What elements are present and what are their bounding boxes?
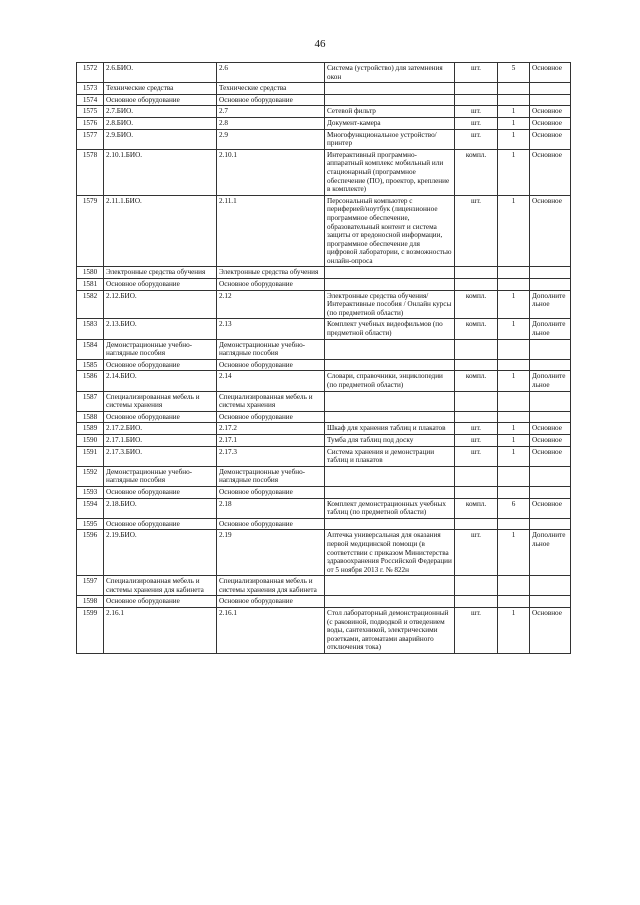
item-name-cell: Тумба для таблиц под доску bbox=[325, 434, 455, 446]
item-code-short-cell: 2.9 bbox=[217, 129, 325, 149]
item-code-cell: Основное оборудование bbox=[104, 486, 217, 498]
equipment-type-cell bbox=[530, 339, 571, 359]
equipment-type-cell: Основное bbox=[530, 498, 571, 518]
row-number-cell: 1591 bbox=[77, 446, 104, 466]
item-name-cell bbox=[325, 279, 455, 291]
item-code-short-cell: Специализированная мебель и системы хранения bbox=[217, 391, 325, 411]
item-code-cell: 2.17.3.БИО. bbox=[104, 446, 217, 466]
equipment-type-cell: Дополнительное bbox=[530, 290, 571, 319]
table-body bbox=[77, 63, 571, 654]
item-code-short-cell: Основное оборудование bbox=[217, 411, 325, 423]
unit-cell bbox=[455, 279, 498, 291]
item-name-cell bbox=[325, 411, 455, 423]
table-row bbox=[77, 486, 571, 498]
item-name-cell: Комплект демонстрационных учебных таблиц (по предметной области) bbox=[325, 498, 455, 518]
item-code-cell: 2.16.1 bbox=[104, 608, 217, 654]
table-row bbox=[77, 530, 571, 576]
quantity-cell: 6 bbox=[498, 498, 530, 518]
unit-cell: шт. bbox=[455, 63, 498, 83]
item-code-short-cell: 2.16.1 bbox=[217, 608, 325, 654]
row-number-cell: 1590 bbox=[77, 434, 104, 446]
table-row bbox=[77, 518, 571, 530]
quantity-cell: 1 bbox=[498, 106, 530, 118]
table-row bbox=[77, 279, 571, 291]
equipment-table bbox=[76, 62, 571, 654]
unit-cell bbox=[455, 486, 498, 498]
item-code-short-cell: Технические средства bbox=[217, 83, 325, 95]
table-row bbox=[77, 63, 571, 83]
table-row bbox=[77, 446, 571, 466]
quantity-cell: 1 bbox=[498, 319, 530, 339]
item-code-short-cell: 2.10.1 bbox=[217, 149, 325, 195]
item-code-cell: 2.10.1.БИО. bbox=[104, 149, 217, 195]
quantity-cell bbox=[498, 94, 530, 106]
item-name-cell bbox=[325, 339, 455, 359]
row-number-cell: 1587 bbox=[77, 391, 104, 411]
equipment-type-cell bbox=[530, 94, 571, 106]
equipment-type-cell: Основное bbox=[530, 446, 571, 466]
row-number-cell: 1577 bbox=[77, 129, 104, 149]
item-code-short-cell: Основное оборудование bbox=[217, 518, 325, 530]
item-code-cell: 2.19.БИО. bbox=[104, 530, 217, 576]
equipment-type-cell: Основное bbox=[530, 117, 571, 129]
unit-cell: компл. bbox=[455, 290, 498, 319]
quantity-cell bbox=[498, 486, 530, 498]
unit-cell: шт. bbox=[455, 117, 498, 129]
item-code-cell: 2.17.1.БИО. bbox=[104, 434, 217, 446]
item-name-cell: Электронные средства обучения/Интерактивные пособия / Онлайн курсы (по предметной области) bbox=[325, 290, 455, 319]
row-number-cell: 1580 bbox=[77, 267, 104, 279]
quantity-cell: 1 bbox=[498, 530, 530, 576]
item-code-short-cell: 2.7 bbox=[217, 106, 325, 118]
quantity-cell bbox=[498, 359, 530, 371]
item-code-short-cell: 2.8 bbox=[217, 117, 325, 129]
item-code-cell: Специализированная мебель и системы хранения для кабинета bbox=[104, 576, 217, 596]
item-code-cell: Демонстрационные учебно-наглядные пособия bbox=[104, 466, 217, 486]
row-number-cell: 1581 bbox=[77, 279, 104, 291]
equipment-type-cell bbox=[530, 279, 571, 291]
item-code-short-cell: 2.17.2 bbox=[217, 423, 325, 435]
quantity-cell: 1 bbox=[498, 129, 530, 149]
table-row bbox=[77, 434, 571, 446]
row-number-cell: 1597 bbox=[77, 576, 104, 596]
table-row bbox=[77, 267, 571, 279]
item-name-cell: Документ-камера bbox=[325, 117, 455, 129]
equipment-type-cell: Основное bbox=[530, 149, 571, 195]
unit-cell bbox=[455, 94, 498, 106]
row-number-cell: 1586 bbox=[77, 371, 104, 391]
row-number-cell: 1584 bbox=[77, 339, 104, 359]
equipment-type-cell: Основное bbox=[530, 63, 571, 83]
item-code-short-cell: Основное оборудование bbox=[217, 94, 325, 106]
item-code-short-cell: 2.13 bbox=[217, 319, 325, 339]
item-name-cell bbox=[325, 83, 455, 95]
quantity-cell: 1 bbox=[498, 446, 530, 466]
item-code-cell: Специализированная мебель и системы хранения bbox=[104, 391, 217, 411]
item-name-cell: Многофункциональное устройство/принтер bbox=[325, 129, 455, 149]
item-name-cell: Система (устройство) для затемнения окон bbox=[325, 63, 455, 83]
equipment-type-cell: Дополнительное bbox=[530, 319, 571, 339]
item-name-cell: Аптечка универсальная для оказания первой медицинской помощи (в соответствии с приказом Министерства здравоохранения Российской Федерации от 5 ноября 2013 г. № 822н bbox=[325, 530, 455, 576]
item-name-cell bbox=[325, 267, 455, 279]
unit-cell: компл. bbox=[455, 498, 498, 518]
unit-cell bbox=[455, 596, 498, 608]
item-code-short-cell: 2.12 bbox=[217, 290, 325, 319]
item-code-cell: Основное оборудование bbox=[104, 596, 217, 608]
item-code-short-cell: Электронные средства обучения bbox=[217, 267, 325, 279]
row-number-cell: 1594 bbox=[77, 498, 104, 518]
row-number-cell: 1579 bbox=[77, 195, 104, 267]
item-code-short-cell: 2.18 bbox=[217, 498, 325, 518]
item-code-short-cell: 2.14 bbox=[217, 371, 325, 391]
row-number-cell: 1585 bbox=[77, 359, 104, 371]
unit-cell bbox=[455, 359, 498, 371]
table-row bbox=[77, 195, 571, 267]
quantity-cell bbox=[498, 411, 530, 423]
row-number-cell: 1596 bbox=[77, 530, 104, 576]
item-code-cell: Основное оборудование bbox=[104, 359, 217, 371]
item-code-short-cell: Основное оборудование bbox=[217, 359, 325, 371]
item-code-cell: 2.13.БИО. bbox=[104, 319, 217, 339]
item-name-cell: Стол лабораторный демонстрационный (с раковиной, подводкой и отведением воды, сантехникой, электрическими розетками, автоматами аварийного отключения тока) bbox=[325, 608, 455, 654]
unit-cell: шт. bbox=[455, 446, 498, 466]
table-row bbox=[77, 117, 571, 129]
item-code-short-cell: 2.17.1 bbox=[217, 434, 325, 446]
equipment-type-cell bbox=[530, 359, 571, 371]
item-name-cell bbox=[325, 391, 455, 411]
quantity-cell bbox=[498, 83, 530, 95]
row-number-cell: 1572 bbox=[77, 63, 104, 83]
table-row bbox=[77, 371, 571, 391]
table-row bbox=[77, 94, 571, 106]
unit-cell bbox=[455, 267, 498, 279]
unit-cell: компл. bbox=[455, 149, 498, 195]
quantity-cell: 1 bbox=[498, 371, 530, 391]
equipment-type-cell bbox=[530, 411, 571, 423]
item-name-cell bbox=[325, 576, 455, 596]
item-name-cell: Комплект учебных видеофильмов (по предметной области) bbox=[325, 319, 455, 339]
unit-cell bbox=[455, 466, 498, 486]
quantity-cell: 1 bbox=[498, 149, 530, 195]
item-code-short-cell: Демонстрационные учебно-наглядные пособия bbox=[217, 339, 325, 359]
item-name-cell: Персональный компьютер с периферией/ноутбук (лицензионное программное обеспечение, образовательный контент и система защиты от вредоносной информации, программное обеспечение для цифровой лаборатории, с возможностью онлайн-опроса bbox=[325, 195, 455, 267]
unit-cell: шт. bbox=[455, 129, 498, 149]
unit-cell bbox=[455, 391, 498, 411]
quantity-cell bbox=[498, 576, 530, 596]
item-code-short-cell: Специализированная мебель и системы хранения для кабинета bbox=[217, 576, 325, 596]
item-name-cell: Сетевой фильтр bbox=[325, 106, 455, 118]
item-name-cell bbox=[325, 359, 455, 371]
item-code-cell: 2.18.БИО. bbox=[104, 498, 217, 518]
item-code-cell: Основное оборудование bbox=[104, 94, 217, 106]
equipment-type-cell bbox=[530, 518, 571, 530]
unit-cell: шт. bbox=[455, 434, 498, 446]
table-row bbox=[77, 576, 571, 596]
unit-cell: шт. bbox=[455, 608, 498, 654]
item-code-cell: 2.8.БИО. bbox=[104, 117, 217, 129]
quantity-cell bbox=[498, 596, 530, 608]
row-number-cell: 1575 bbox=[77, 106, 104, 118]
item-code-short-cell: 2.17.3 bbox=[217, 446, 325, 466]
item-code-cell: 2.17.2.БИО. bbox=[104, 423, 217, 435]
equipment-type-cell bbox=[530, 83, 571, 95]
item-code-cell: Основное оборудование bbox=[104, 279, 217, 291]
table-row bbox=[77, 391, 571, 411]
quantity-cell: 1 bbox=[498, 434, 530, 446]
table-row bbox=[77, 608, 571, 654]
equipment-type-cell: Основное bbox=[530, 608, 571, 654]
row-number-cell: 1583 bbox=[77, 319, 104, 339]
unit-cell bbox=[455, 339, 498, 359]
equipment-type-cell bbox=[530, 596, 571, 608]
table-row bbox=[77, 339, 571, 359]
item-code-short-cell: Основное оборудование bbox=[217, 596, 325, 608]
item-code-cell: 2.11.1.БИО. bbox=[104, 195, 217, 267]
table-row bbox=[77, 106, 571, 118]
item-name-cell bbox=[325, 596, 455, 608]
quantity-cell bbox=[498, 466, 530, 486]
equipment-type-cell: Основное bbox=[530, 423, 571, 435]
row-number-cell: 1574 bbox=[77, 94, 104, 106]
item-code-short-cell: 2.11.1 bbox=[217, 195, 325, 267]
unit-cell: компл. bbox=[455, 319, 498, 339]
table-row bbox=[77, 149, 571, 195]
quantity-cell: 1 bbox=[498, 117, 530, 129]
equipment-type-cell bbox=[530, 486, 571, 498]
row-number-cell: 1599 bbox=[77, 608, 104, 654]
item-name-cell bbox=[325, 518, 455, 530]
equipment-type-cell: Основное bbox=[530, 434, 571, 446]
table-row bbox=[77, 319, 571, 339]
item-code-cell: Основное оборудование bbox=[104, 411, 217, 423]
quantity-cell bbox=[498, 267, 530, 279]
unit-cell: шт. bbox=[455, 423, 498, 435]
equipment-type-cell: Дополнительное bbox=[530, 371, 571, 391]
unit-cell bbox=[455, 83, 498, 95]
item-name-cell: Шкаф для хранения таблиц и плакатов bbox=[325, 423, 455, 435]
item-name-cell bbox=[325, 466, 455, 486]
item-name-cell bbox=[325, 94, 455, 106]
equipment-type-cell bbox=[530, 267, 571, 279]
table-row bbox=[77, 290, 571, 319]
equipment-type-cell: Дополнительное bbox=[530, 530, 571, 576]
equipment-type-cell: Основное bbox=[530, 129, 571, 149]
table-row bbox=[77, 83, 571, 95]
item-code-cell: Основное оборудование bbox=[104, 518, 217, 530]
table-row bbox=[77, 359, 571, 371]
item-name-cell: Система хранения и демонстрации таблиц и плакатов bbox=[325, 446, 455, 466]
item-code-short-cell: 2.6 bbox=[217, 63, 325, 83]
row-number-cell: 1576 bbox=[77, 117, 104, 129]
row-number-cell: 1589 bbox=[77, 423, 104, 435]
item-code-cell: 2.12.БИО. bbox=[104, 290, 217, 319]
row-number-cell: 1588 bbox=[77, 411, 104, 423]
page-number: 46 bbox=[314, 38, 326, 50]
row-number-cell: 1592 bbox=[77, 466, 104, 486]
row-number-cell: 1598 bbox=[77, 596, 104, 608]
item-code-short-cell: Основное оборудование bbox=[217, 486, 325, 498]
row-number-cell: 1578 bbox=[77, 149, 104, 195]
quantity-cell: 1 bbox=[498, 608, 530, 654]
quantity-cell: 1 bbox=[498, 195, 530, 267]
unit-cell: шт. bbox=[455, 530, 498, 576]
unit-cell bbox=[455, 576, 498, 596]
equipment-type-cell: Основное bbox=[530, 195, 571, 267]
item-code-short-cell: Демонстрационные учебно-наглядные пособия bbox=[217, 466, 325, 486]
item-code-short-cell: Основное оборудование bbox=[217, 279, 325, 291]
item-code-cell: 2.9.БИО. bbox=[104, 129, 217, 149]
item-code-cell: 2.7.БИО. bbox=[104, 106, 217, 118]
item-name-cell: Интерактивный программно-аппаратный комплекс мобильный или стационарный (программное обеспечение (ПО), проектор, крепление в комплекте) bbox=[325, 149, 455, 195]
quantity-cell bbox=[498, 279, 530, 291]
row-number-cell: 1593 bbox=[77, 486, 104, 498]
quantity-cell: 1 bbox=[498, 290, 530, 319]
item-code-short-cell: 2.19 bbox=[217, 530, 325, 576]
equipment-type-cell: Основное bbox=[530, 106, 571, 118]
unit-cell: шт. bbox=[455, 195, 498, 267]
table-row bbox=[77, 596, 571, 608]
item-name-cell: Словари, справочники, энциклопедии (по предметной области) bbox=[325, 371, 455, 391]
item-name-cell bbox=[325, 486, 455, 498]
table-row bbox=[77, 466, 571, 486]
table-row bbox=[77, 423, 571, 435]
unit-cell: шт. bbox=[455, 106, 498, 118]
unit-cell: компл. bbox=[455, 371, 498, 391]
quantity-cell bbox=[498, 518, 530, 530]
unit-cell bbox=[455, 411, 498, 423]
table-row bbox=[77, 411, 571, 423]
row-number-cell: 1595 bbox=[77, 518, 104, 530]
equipment-type-cell bbox=[530, 466, 571, 486]
item-code-cell: Демонстрационные учебно-наглядные пособия bbox=[104, 339, 217, 359]
row-number-cell: 1582 bbox=[77, 290, 104, 319]
table-row bbox=[77, 129, 571, 149]
table-row bbox=[77, 498, 571, 518]
item-code-cell: Технические средства bbox=[104, 83, 217, 95]
item-code-cell: Электронные средства обучения bbox=[104, 267, 217, 279]
quantity-cell: 1 bbox=[498, 423, 530, 435]
quantity-cell: 5 bbox=[498, 63, 530, 83]
unit-cell bbox=[455, 518, 498, 530]
quantity-cell bbox=[498, 391, 530, 411]
equipment-type-cell bbox=[530, 391, 571, 411]
quantity-cell bbox=[498, 339, 530, 359]
equipment-type-cell bbox=[530, 576, 571, 596]
item-code-cell: 2.6.БИО. bbox=[104, 63, 217, 83]
row-number-cell: 1573 bbox=[77, 83, 104, 95]
item-code-cell: 2.14.БИО. bbox=[104, 371, 217, 391]
